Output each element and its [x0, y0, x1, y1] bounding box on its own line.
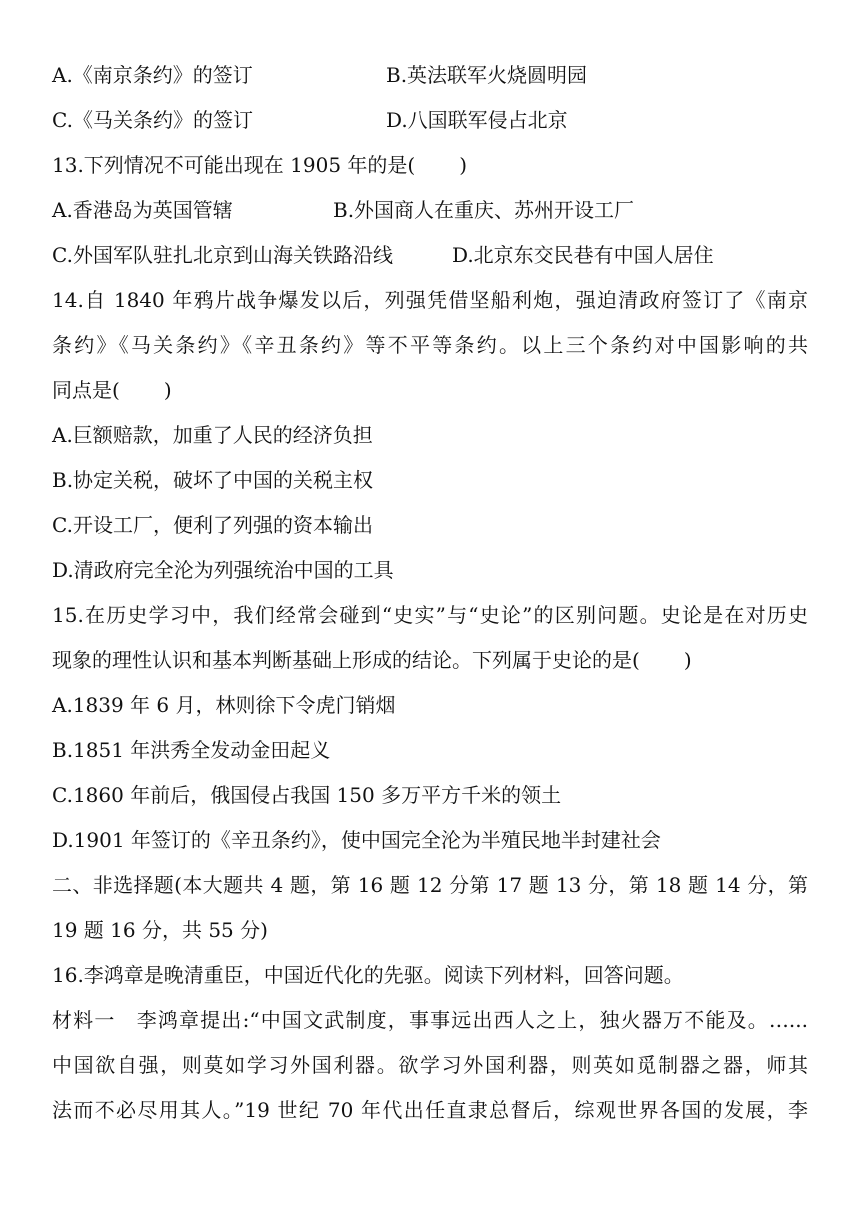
q15-option-c: C.1860 年前后，俄国侵占我国 150 多万平方千米的领土: [52, 783, 562, 807]
q13-option-d: D.北京东交民巷有中国人居住: [452, 243, 714, 267]
q12-option-d: D.八国联军侵占北京: [386, 108, 568, 132]
q15-stem-line-1: 15.在历史学习中，我们经常会碰到“史实”与“史论”的区别问题。史论是在对历史: [52, 603, 808, 627]
q12-option-c: C.《马关条约》的签订: [52, 108, 253, 132]
q15-option-b: B.1851 年洪秀全发动金田起义: [52, 738, 331, 762]
q14-stem-line-2: 条约》《马关条约》《辛丑条约》等不平等条约。以上三个条约对中国影响的共: [52, 333, 808, 357]
q12-option-b: B.英法联军火烧圆明园: [386, 63, 588, 87]
q12-option-a: A.《南京条约》的签订: [52, 63, 253, 87]
q13-stem: [52, 151, 467, 179]
q14-stem-line-1: 14.自 1840 年鸦片战争爆发以后，列强凭借坚船利炮，强迫清政府签订了《南京: [52, 288, 808, 312]
q15-option-d: D.1901 年签订的《辛丑条约》，使中国完全沦为半殖民地半封建社会: [52, 828, 661, 852]
q16-material-1-line-3: 法而不必尽用其人。”19 世纪 70 年代出任直隶总督后，综观世界各国的发展，李: [52, 1098, 808, 1122]
q14-stem-line-3: [52, 376, 172, 404]
q16-stem: 16.李鸿章是晚清重臣，中国近代化的先驱。阅读下列材料，回答问题。: [52, 963, 684, 987]
q14-option-a: A.巨额赔款，加重了人民的经济负担: [52, 423, 373, 447]
q14-option-d: D.清政府完全沦为列强统治中国的工具: [52, 558, 394, 582]
q16-material-1-line-1: 材料一 李鸿章提出:“中国文武制度，事事远出西人之上，独火器万不能及。…...: [52, 1008, 808, 1032]
q14-close-paren: ): [163, 378, 172, 402]
q13-option-c: C.外国军队驻扎北京到山海关铁路沿线: [52, 243, 393, 267]
q13-option-b: B.外国商人在重庆、苏州开设工厂: [333, 198, 635, 222]
q13-stem-text: 13.下列情况不可能出现在 1905 年的是(: [52, 153, 416, 177]
q15-stem-line-2: [52, 646, 692, 674]
section-2-heading-line-1: 二、非选择题(本大题共 4 题，第 16 题 12 分第 17 题 13 分，第 18 题 14 分，第: [52, 873, 808, 897]
section-2-heading-line-2: 19 题 16 分，共 55 分): [52, 918, 268, 942]
q13-option-a: A.香港岛为英国管辖: [52, 198, 233, 222]
q15-stem-text: 现象的理性认识和基本判断基础上形成的结论。下列属于史论的是(: [52, 648, 640, 672]
q14-option-b: B.协定关税，破坏了中国的关税主权: [52, 468, 374, 492]
q14-option-c: C.开设工厂，便利了列强的资本输出: [52, 513, 373, 537]
q14-stem-text: 同点是(: [52, 378, 120, 402]
q13-close-paren: ): [459, 153, 468, 177]
q15-close-paren: ): [683, 648, 692, 672]
q15-option-a: A.1839 年 6 月，林则徐下令虎门销烟: [52, 693, 396, 717]
q16-material-1-line-2: 中国欲自强，则莫如学习外国利器。欲学习外国利器，则英如觅制器之器，师其: [52, 1053, 808, 1077]
